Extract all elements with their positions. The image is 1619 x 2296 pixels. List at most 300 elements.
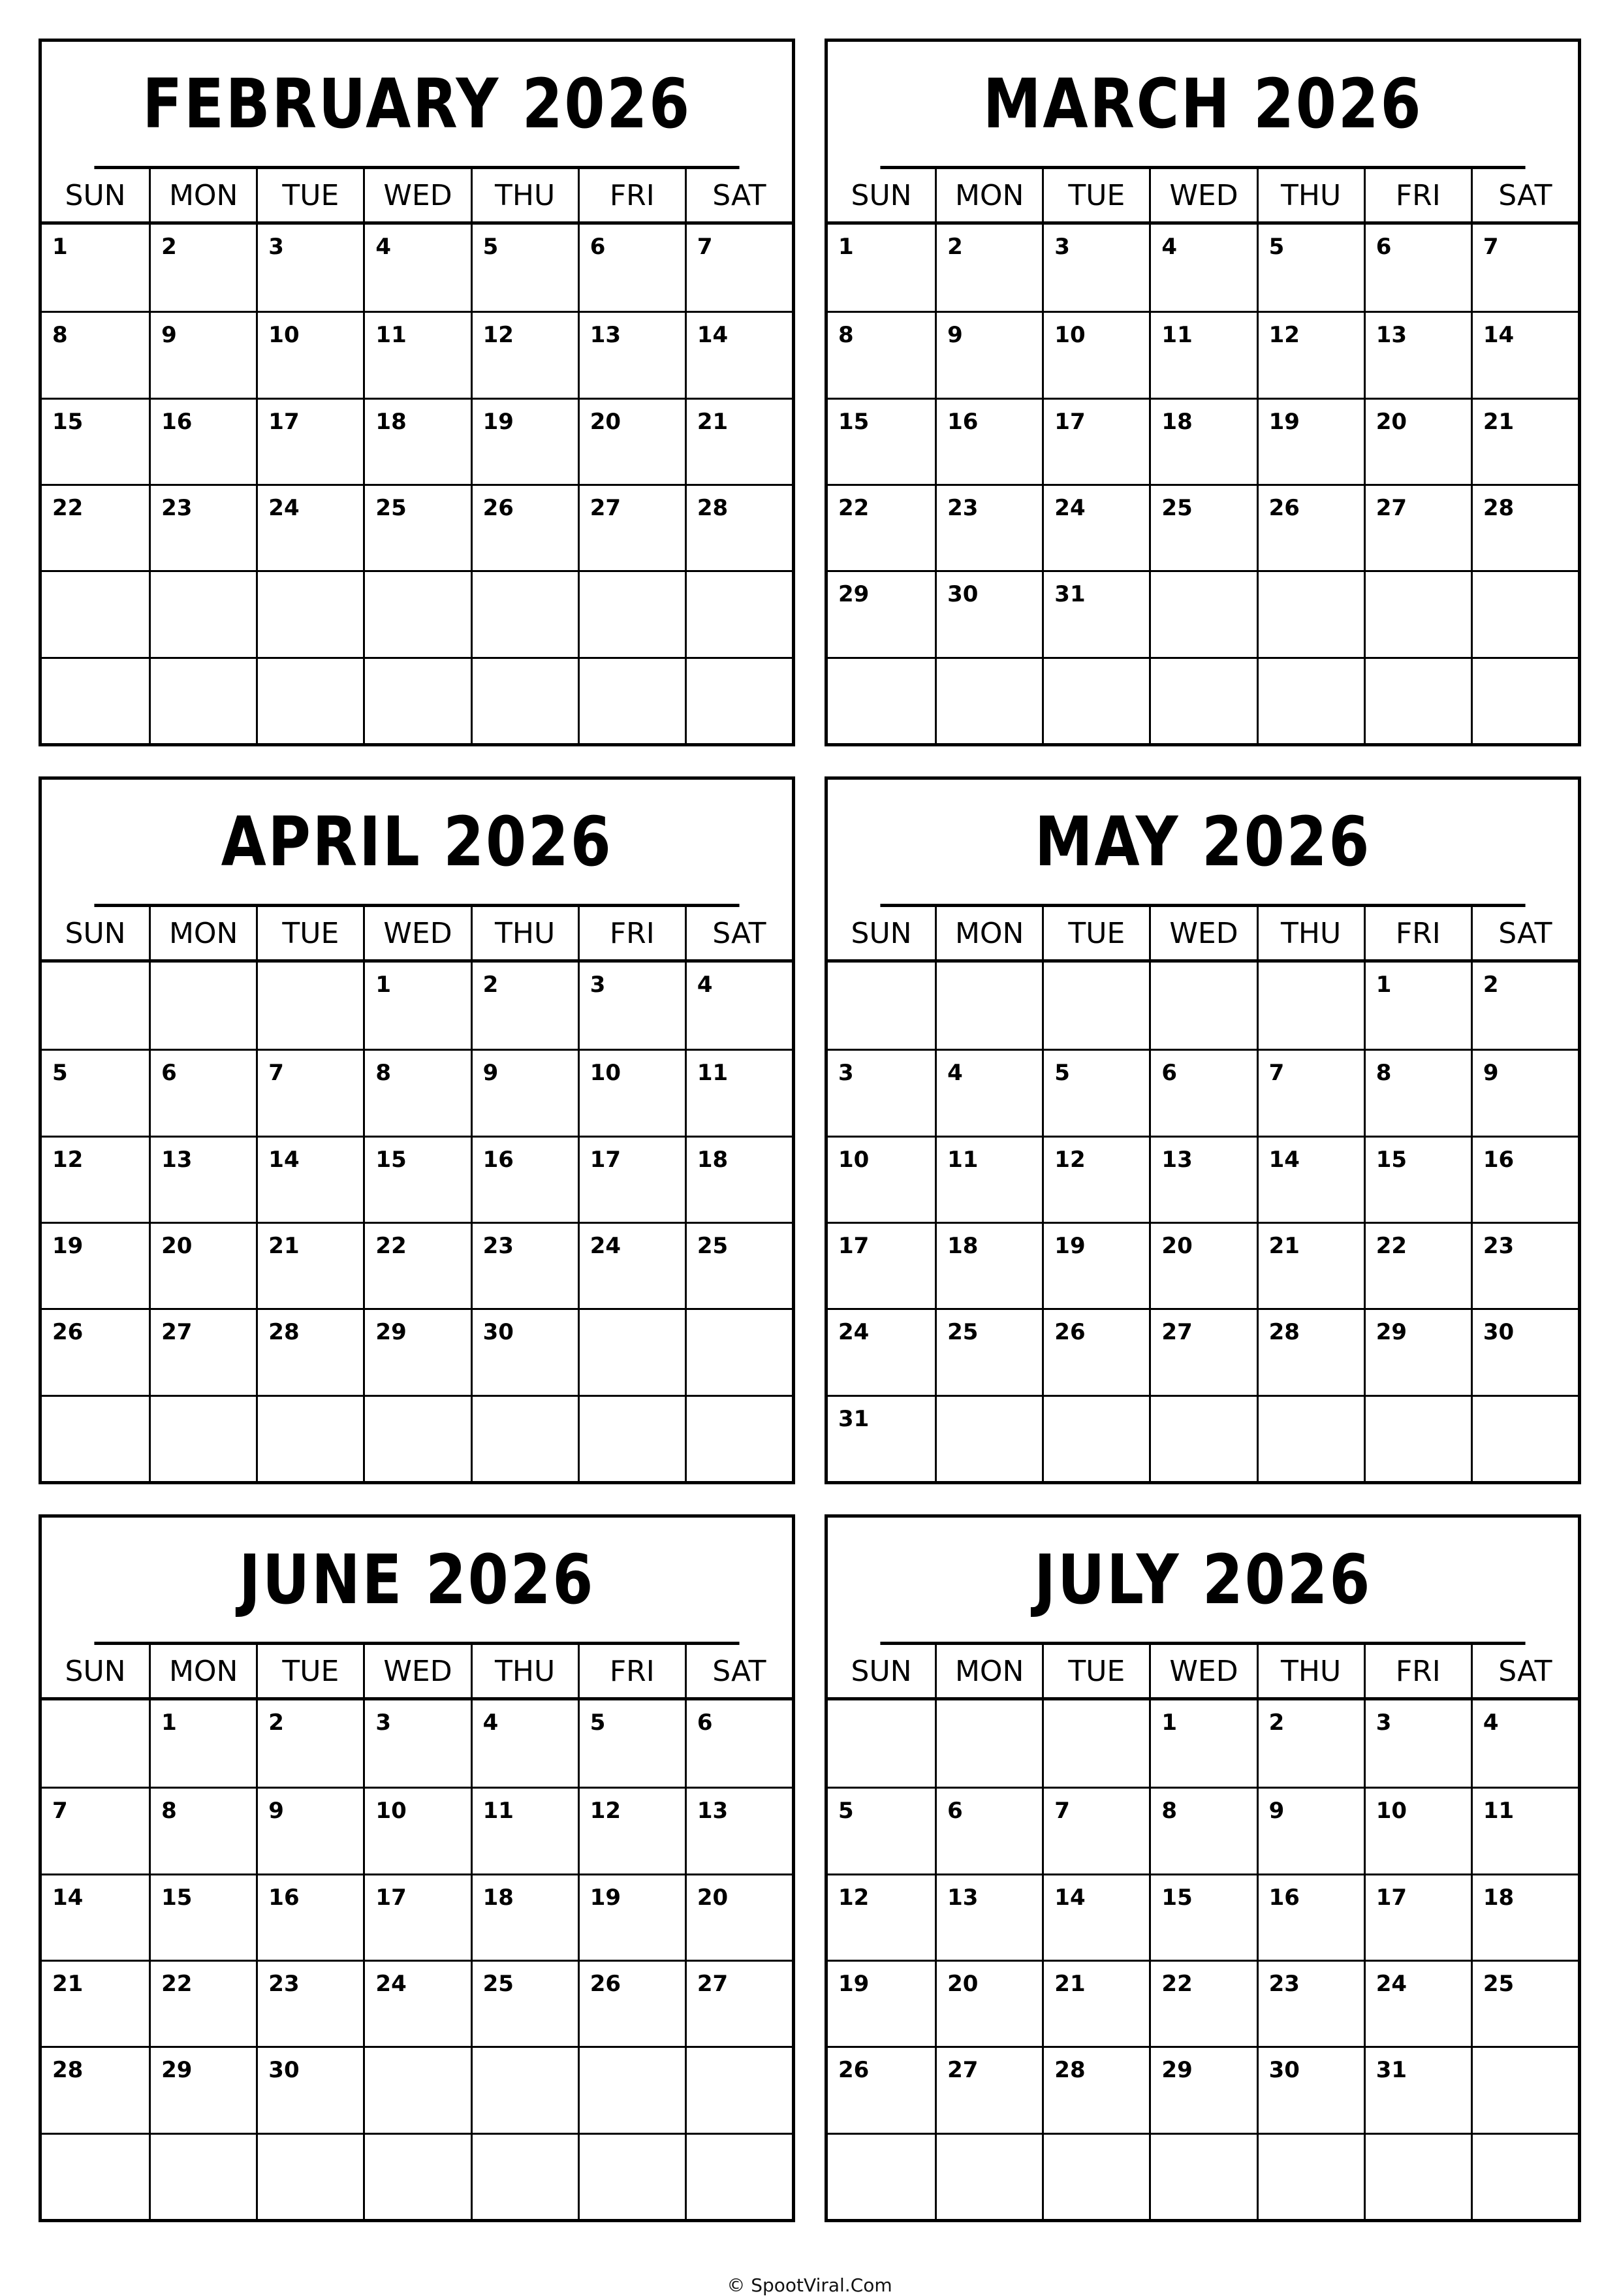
day-cell: [578, 1960, 685, 2046]
day-number: 28: [697, 494, 729, 521]
day-number: 24: [838, 1319, 870, 1346]
day-cell: [1042, 1049, 1149, 1135]
day-cell: [685, 657, 792, 743]
day-number: 25: [697, 1232, 729, 1259]
day-number: 21: [697, 408, 729, 435]
day-number: 11: [1483, 1798, 1515, 1825]
day-cell: [1149, 1395, 1256, 1481]
day-number: 3: [838, 1060, 854, 1087]
day-number: 2: [268, 1710, 284, 1736]
day-cell: [578, 1049, 685, 1135]
day-cell: [935, 657, 1042, 743]
day-number: 14: [1483, 322, 1515, 349]
day-cell: [1364, 1787, 1471, 1873]
day-cell: [1042, 657, 1149, 743]
day-number: 9: [1268, 1798, 1285, 1825]
day-cell: [828, 1308, 935, 1394]
day-cell: [42, 1873, 149, 1960]
day-cell: [685, 2133, 792, 2219]
weekday-header-row: [42, 1645, 792, 1700]
day-cell: [363, 1873, 470, 1960]
day-cell: [471, 1787, 578, 1873]
day-cell: [1364, 2133, 1471, 2219]
day-cell: [471, 1960, 578, 2046]
day-number: 31: [1054, 581, 1086, 608]
weekday-header-row: [828, 1645, 1578, 1700]
day-cell: [935, 963, 1042, 1049]
day-number: 3: [589, 972, 606, 998]
day-number: 17: [838, 1232, 870, 1259]
day-number: 8: [52, 322, 68, 349]
day-cell: [149, 1049, 256, 1135]
day-cell: [1471, 484, 1578, 570]
day-cell: [828, 1787, 935, 1873]
day-grid: [42, 1700, 792, 2219]
day-number: 4: [482, 1710, 499, 1736]
day-cell: [685, 1873, 792, 1960]
day-cell: [471, 1136, 578, 1222]
day-cell: [256, 657, 363, 743]
day-cell: [256, 1395, 363, 1481]
day-cell: [935, 1787, 1042, 1873]
day-number: 11: [697, 1060, 729, 1087]
day-cell: [149, 2046, 256, 2132]
day-cell: [578, 311, 685, 397]
month-calendar: [39, 776, 795, 1484]
day-number: 16: [161, 408, 193, 435]
day-cell: [1257, 1136, 1364, 1222]
weekday-label: SUN: [851, 916, 912, 950]
day-number: 10: [589, 1060, 621, 1087]
day-number: 14: [1268, 1146, 1300, 1173]
day-number: 13: [1375, 322, 1407, 349]
day-number: 21: [52, 1970, 84, 1997]
day-number: 6: [697, 1710, 713, 1736]
day-cell: [256, 484, 363, 570]
day-number: 1: [838, 234, 854, 260]
day-cell: [1042, 1960, 1149, 2046]
day-number: 16: [947, 408, 979, 435]
day-cell: [256, 1960, 363, 2046]
month-title: JULY 2026: [880, 1518, 1525, 1645]
weekday-header-row: [828, 907, 1578, 963]
day-cell: [363, 963, 470, 1049]
day-number: 29: [1375, 1319, 1407, 1346]
day-cell: [685, 311, 792, 397]
day-number: 4: [375, 234, 392, 260]
day-number: 5: [1268, 234, 1285, 260]
day-cell: [256, 1873, 363, 1960]
day-cell: [828, 484, 935, 570]
day-number: 19: [589, 1884, 621, 1911]
day-cell: [935, 1136, 1042, 1222]
day-number: 2: [1483, 972, 1499, 998]
weekday-label: MON: [935, 169, 1042, 221]
weekday-label: THU: [1257, 169, 1364, 221]
day-number: 15: [838, 408, 870, 435]
day-cell: [1149, 657, 1256, 743]
day-cell: [1471, 1700, 1578, 1787]
day-cell: [1149, 1308, 1256, 1394]
day-number: 12: [589, 1798, 621, 1825]
day-cell: [42, 1308, 149, 1394]
day-cell: [935, 2133, 1042, 2219]
day-cell: [471, 657, 578, 743]
day-cell: [828, 1960, 935, 2046]
day-number: 15: [1161, 1884, 1193, 1911]
day-number: 30: [1268, 2057, 1300, 2084]
day-number: 16: [268, 1884, 300, 1911]
day-number: 23: [482, 1232, 514, 1259]
day-cell: [685, 1136, 792, 1222]
day-cell: [1364, 484, 1471, 570]
day-cell: [1471, 1787, 1578, 1873]
day-cell: [685, 484, 792, 570]
weekday-label: FRI: [578, 907, 685, 959]
day-number: 22: [1161, 1970, 1193, 1997]
day-cell: [935, 570, 1042, 656]
day-cell: [1149, 570, 1256, 656]
day-cell: [363, 1960, 470, 2046]
day-cell: [828, 963, 935, 1049]
day-cell: [935, 1222, 1042, 1308]
day-cell: [828, 570, 935, 656]
day-cell: [935, 398, 1042, 484]
day-cell: [935, 1395, 1042, 1481]
weekday-header-row: [42, 907, 792, 963]
day-cell: [256, 1136, 363, 1222]
day-number: 20: [947, 1970, 979, 1997]
day-cell: [42, 1787, 149, 1873]
weekday-label: SUN: [65, 1654, 126, 1688]
day-cell: [1471, 311, 1578, 397]
day-cell: [1257, 1873, 1364, 1960]
day-cell: [42, 311, 149, 397]
day-cell: [1471, 398, 1578, 484]
day-cell: [1364, 225, 1471, 311]
day-number: 30: [482, 1319, 514, 1346]
day-number: 12: [1054, 1146, 1086, 1173]
day-number: 18: [482, 1884, 514, 1911]
weekday-label: MON: [149, 907, 256, 959]
day-cell: [685, 1700, 792, 1787]
day-number: 14: [268, 1146, 300, 1173]
day-number: 15: [375, 1146, 407, 1173]
day-cell: [828, 1873, 935, 1960]
day-cell: [1364, 2046, 1471, 2132]
day-cell: [935, 484, 1042, 570]
day-cell: [363, 2046, 470, 2132]
day-number: 21: [268, 1232, 300, 1259]
day-number: 28: [268, 1319, 300, 1346]
day-cell: [578, 398, 685, 484]
day-number: 7: [697, 234, 713, 260]
day-number: 11: [1161, 322, 1193, 349]
day-cell: [149, 1700, 256, 1787]
day-number: 24: [375, 1970, 407, 1997]
day-number: 17: [1375, 1884, 1407, 1911]
day-cell: [42, 657, 149, 743]
day-cell: [471, 963, 578, 1049]
day-cell: [363, 1700, 470, 1787]
day-number: 1: [375, 972, 392, 998]
day-number: 30: [268, 2057, 300, 2084]
day-cell: [363, 1222, 470, 1308]
day-cell: [256, 2133, 363, 2219]
day-cell: [828, 1700, 935, 1787]
weekday-header-row: [42, 169, 792, 225]
day-number: 8: [1161, 1798, 1178, 1825]
day-cell: [42, 1049, 149, 1135]
day-number: 23: [947, 494, 979, 521]
day-cell: [1364, 657, 1471, 743]
month-title: MAY 2026: [880, 780, 1525, 907]
day-cell: [1364, 1049, 1471, 1135]
day-cell: [1364, 963, 1471, 1049]
weekday-label: FRI: [1364, 907, 1471, 959]
day-cell: [42, 1395, 149, 1481]
day-grid: [42, 225, 792, 743]
day-number: 6: [947, 1798, 963, 1825]
day-cell: [1257, 1222, 1364, 1308]
day-cell: [1042, 1308, 1149, 1394]
day-cell: [1471, 225, 1578, 311]
day-number: 27: [947, 2057, 979, 2084]
day-cell: [363, 1049, 470, 1135]
day-cell: [42, 963, 149, 1049]
day-number: 7: [52, 1798, 68, 1825]
day-number: 19: [838, 1970, 870, 1997]
day-cell: [935, 1049, 1042, 1135]
day-cell: [1471, 1873, 1578, 1960]
day-cell: [471, 1308, 578, 1394]
month-calendar: [825, 1514, 1581, 2222]
day-number: 28: [1054, 2057, 1086, 2084]
day-number: 14: [52, 1884, 84, 1911]
day-cell: [828, 1136, 935, 1222]
day-cell: [256, 225, 363, 311]
day-number: 29: [1161, 2057, 1193, 2084]
day-cell: [935, 225, 1042, 311]
footer-credit: © SpootViral.Com: [727, 2274, 892, 2296]
month-title: JUNE 2026: [94, 1518, 739, 1645]
day-cell: [471, 1049, 578, 1135]
day-number: 31: [838, 1405, 870, 1432]
day-cell: [471, 570, 578, 656]
day-number: 4: [1161, 234, 1178, 260]
day-number: 29: [375, 1319, 407, 1346]
day-cell: [471, 2133, 578, 2219]
weekday-label: SUN: [851, 1654, 912, 1688]
day-cell: [1257, 1960, 1364, 2046]
day-number: 19: [52, 1232, 84, 1259]
day-number: 15: [52, 408, 84, 435]
day-number: 8: [375, 1060, 392, 1087]
day-cell: [935, 1308, 1042, 1394]
day-cell: [578, 1222, 685, 1308]
day-cell: [1042, 1222, 1149, 1308]
day-cell: [1257, 657, 1364, 743]
day-number: 8: [1375, 1060, 1392, 1087]
weekday-label: FRI: [578, 169, 685, 221]
month-calendar: [825, 39, 1581, 746]
day-cell: [578, 484, 685, 570]
weekday-label: TUE: [256, 169, 363, 221]
weekday-label: THU: [471, 169, 578, 221]
month-title: FEBRUARY 2026: [94, 42, 739, 169]
day-cell: [828, 1395, 935, 1481]
day-number: 3: [1375, 1710, 1392, 1736]
weekday-label: MON: [149, 169, 256, 221]
day-number: 11: [482, 1798, 514, 1825]
day-number: 25: [482, 1970, 514, 1997]
day-number: 15: [1375, 1146, 1407, 1173]
day-cell: [1364, 1700, 1471, 1787]
day-cell: [1149, 1700, 1256, 1787]
day-number: 25: [375, 494, 407, 521]
day-cell: [363, 2133, 470, 2219]
day-cell: [1042, 2046, 1149, 2132]
day-cell: [1149, 311, 1256, 397]
day-cell: [42, 1960, 149, 2046]
weekday-label: WED: [363, 1645, 470, 1697]
month-calendar: [39, 39, 795, 746]
day-number: 7: [1483, 234, 1499, 260]
day-cell: [256, 1049, 363, 1135]
day-number: 30: [947, 581, 979, 608]
day-number: 10: [375, 1798, 407, 1825]
day-grid: [828, 225, 1578, 743]
day-cell: [685, 963, 792, 1049]
day-cell: [1364, 398, 1471, 484]
weekday-label: WED: [363, 169, 470, 221]
day-cell: [685, 1308, 792, 1394]
day-number: 24: [1375, 1970, 1407, 1997]
weekday-label: SAT: [685, 1645, 792, 1697]
day-number: 13: [589, 322, 621, 349]
day-number: 15: [161, 1884, 193, 1911]
day-number: 13: [947, 1884, 979, 1911]
day-cell: [1471, 963, 1578, 1049]
day-cell: [1042, 2133, 1149, 2219]
day-cell: [828, 657, 935, 743]
day-cell: [1042, 225, 1149, 311]
day-cell: [42, 398, 149, 484]
day-number: 12: [52, 1146, 84, 1173]
day-number: 17: [375, 1884, 407, 1911]
weekday-label: SAT: [1471, 907, 1578, 959]
day-number: 18: [697, 1146, 729, 1173]
day-number: 26: [482, 494, 514, 521]
day-number: 6: [589, 234, 606, 260]
day-cell: [1364, 570, 1471, 656]
day-cell: [578, 2133, 685, 2219]
day-number: 20: [1375, 408, 1407, 435]
day-cell: [363, 1308, 470, 1394]
day-number: 5: [1054, 1060, 1070, 1087]
day-cell: [42, 2133, 149, 2219]
day-cell: [1257, 1787, 1364, 1873]
day-number: 22: [838, 494, 870, 521]
day-number: 2: [482, 972, 499, 998]
weekday-label: SAT: [1471, 169, 1578, 221]
day-cell: [1471, 1308, 1578, 1394]
day-cell: [578, 1308, 685, 1394]
day-cell: [363, 225, 470, 311]
day-cell: [1149, 225, 1256, 311]
day-cell: [149, 1222, 256, 1308]
day-cell: [578, 1136, 685, 1222]
day-cell: [1149, 2133, 1256, 2219]
day-cell: [1149, 963, 1256, 1049]
month-title: MARCH 2026: [880, 42, 1525, 169]
day-number: 27: [1375, 494, 1407, 521]
day-cell: [935, 1873, 1042, 1960]
day-cell: [149, 1308, 256, 1394]
day-number: 22: [375, 1232, 407, 1259]
day-number: 4: [697, 972, 713, 998]
day-cell: [1257, 2133, 1364, 2219]
weekday-label: WED: [1149, 169, 1256, 221]
day-number: 3: [268, 234, 284, 260]
day-number: 22: [1375, 1232, 1407, 1259]
day-cell: [935, 1960, 1042, 2046]
day-cell: [828, 1049, 935, 1135]
day-cell: [149, 1787, 256, 1873]
day-number: 4: [1483, 1710, 1499, 1736]
day-cell: [828, 2133, 935, 2219]
day-cell: [1149, 1222, 1256, 1308]
day-number: 14: [1054, 1884, 1086, 1911]
day-cell: [256, 1308, 363, 1394]
day-number: 20: [161, 1232, 193, 1259]
day-cell: [1042, 1395, 1149, 1481]
day-number: 24: [589, 1232, 621, 1259]
day-cell: [1257, 311, 1364, 397]
day-number: 9: [947, 322, 963, 349]
day-cell: [685, 398, 792, 484]
day-number: 21: [1054, 1970, 1086, 1997]
weekday-label: TUE: [1042, 1645, 1149, 1697]
day-number: 21: [1483, 408, 1515, 435]
weekday-label: SUN: [851, 178, 912, 212]
day-number: 13: [697, 1798, 729, 1825]
day-cell: [578, 1395, 685, 1481]
day-cell: [1471, 2046, 1578, 2132]
day-cell: [1042, 1787, 1149, 1873]
day-cell: [1257, 398, 1364, 484]
day-number: 25: [1161, 494, 1193, 521]
day-number: 11: [375, 322, 407, 349]
day-cell: [828, 2046, 935, 2132]
day-number: 28: [1483, 494, 1515, 521]
day-cell: [149, 1395, 256, 1481]
day-cell: [1364, 1873, 1471, 1960]
day-number: 26: [1268, 494, 1300, 521]
day-cell: [42, 484, 149, 570]
day-number: 20: [697, 1884, 729, 1911]
day-cell: [149, 398, 256, 484]
day-cell: [1471, 1136, 1578, 1222]
day-number: 27: [697, 1970, 729, 1997]
weekday-label: THU: [471, 907, 578, 959]
day-number: 6: [1161, 1060, 1178, 1087]
day-number: 17: [589, 1146, 621, 1173]
weekday-label: SUN: [65, 916, 126, 950]
day-cell: [363, 398, 470, 484]
day-cell: [363, 484, 470, 570]
day-cell: [578, 1787, 685, 1873]
